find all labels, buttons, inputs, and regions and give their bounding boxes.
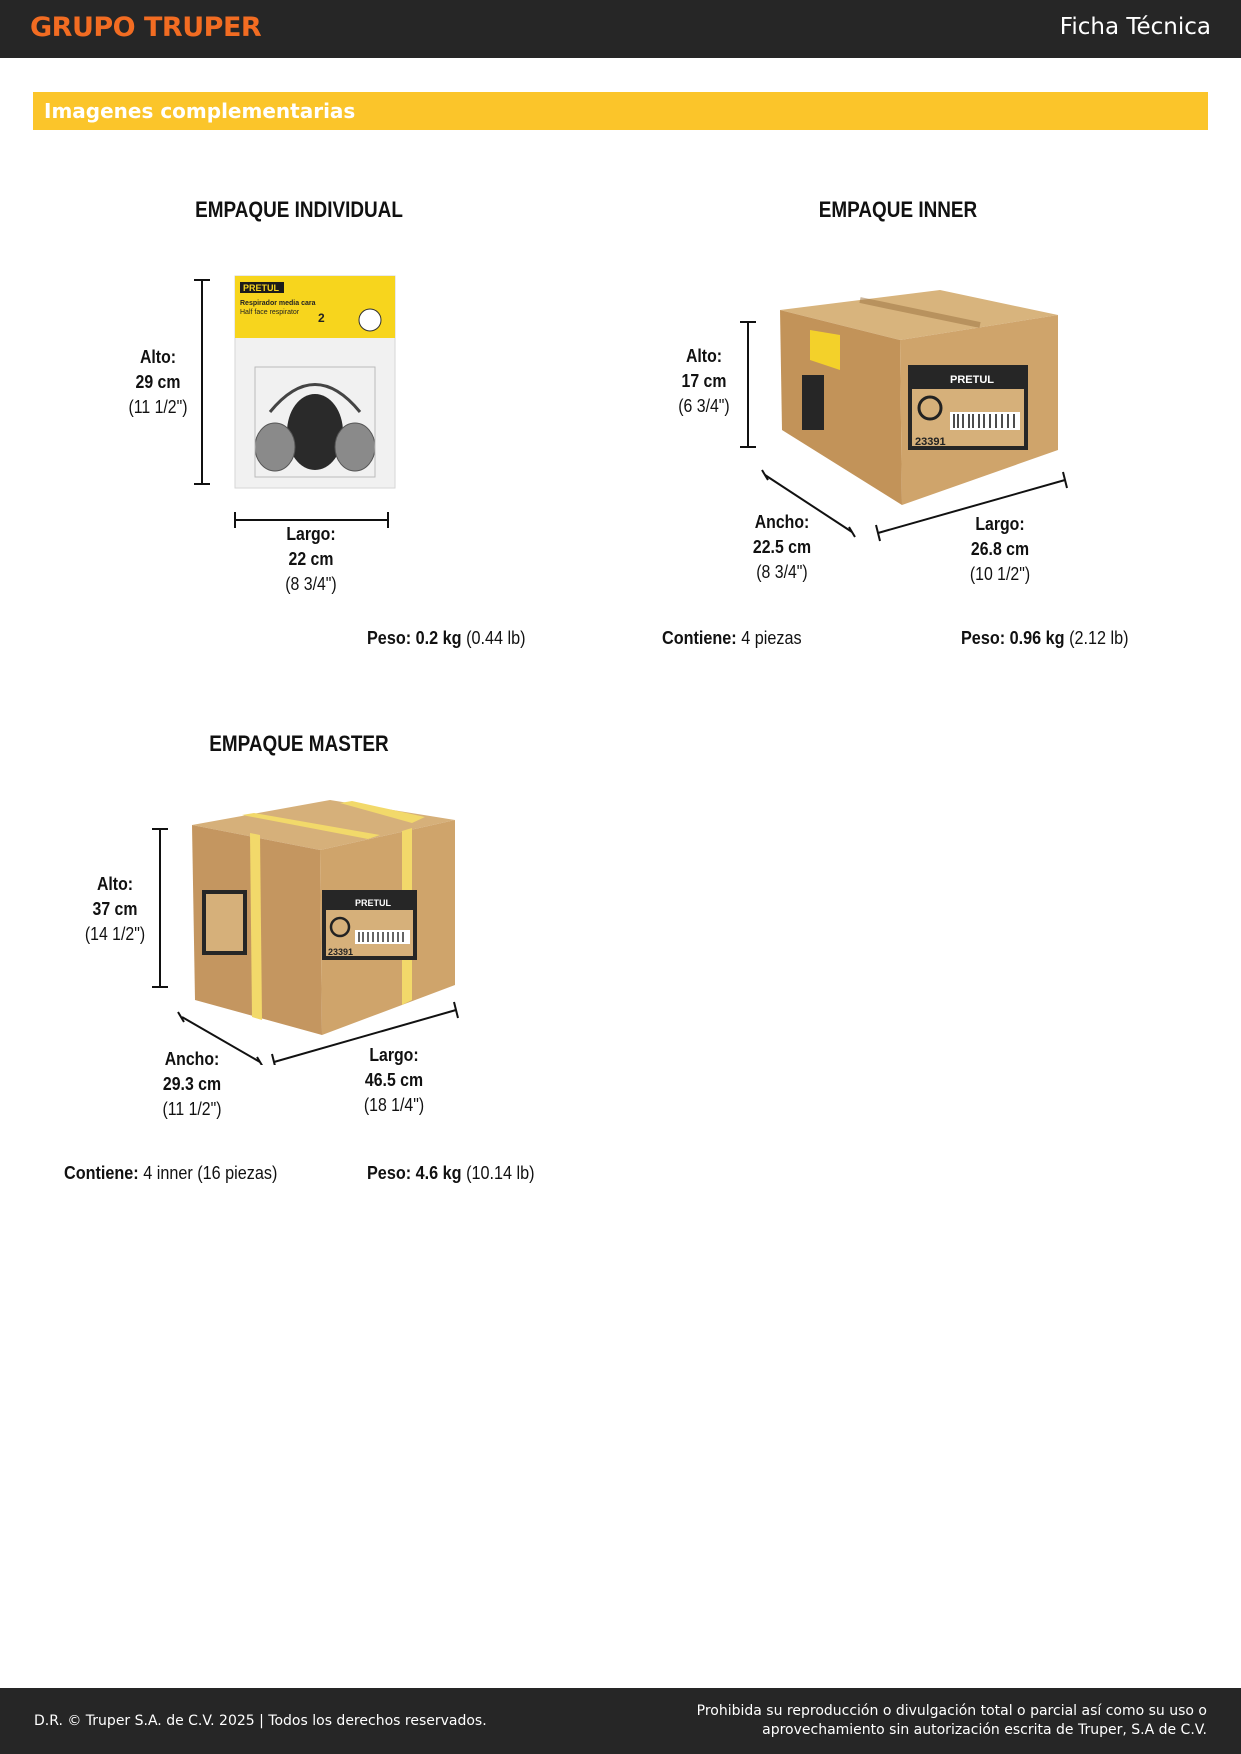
- page-header: [0, 0, 1241, 58]
- inner-largo: Largo: 26.8 cm (10 1/2"): [969, 514, 1031, 584]
- inner-title: EMPAQUE INNER: [818, 197, 978, 222]
- master-contiene: Contiene: 4 inner (16 piezas): [64, 1163, 278, 1183]
- svg-text:PRETUL: PRETUL: [950, 374, 994, 386]
- section-header: [33, 92, 1208, 130]
- inner-peso: Peso: 0.96 kg (2.12 lb): [961, 628, 1129, 648]
- master-peso: Peso: 4.6 kg (10.14 lb): [367, 1163, 535, 1183]
- master-alto: Alto: 37 cm (14 1/2"): [84, 874, 146, 944]
- copyright-text: D.R. © Truper S.A. de C.V. 2025 | Todos los derechos reservados.: [34, 1713, 487, 1729]
- svg-text:Half face respirator: Half face respirator: [240, 309, 300, 316]
- individual-title: EMPAQUE INDIVIDUAL: [195, 197, 403, 222]
- pack-brand-text: PRETUL: [243, 283, 279, 293]
- svg-text:23391: 23391: [915, 436, 946, 448]
- legal-notice: Prohibida su reproducción o divulgación total o parcial así como su uso o aprovechamiento sin autorización escrita de Truper, S.A de C.V.: [696, 1703, 1207, 1738]
- individual-alto: Alto: 29 cm (11 1/2"): [128, 347, 188, 417]
- master-title: EMPAQUE MASTER: [209, 731, 389, 756]
- brand-logo: GRUPO TRUPER: [30, 12, 262, 43]
- inner-ancho: Ancho: 22.5 cm (8 3/4"): [752, 512, 812, 582]
- inner-alto: Alto: 17 cm (6 3/4"): [678, 346, 730, 416]
- master-box-image: [150, 795, 470, 1065]
- document-type: Ficha Técnica: [1059, 14, 1211, 40]
- master-ancho: Ancho: 29.3 cm (11 1/2"): [162, 1049, 222, 1119]
- section-title: Imagenes complementarias: [44, 99, 356, 123]
- master-largo: Largo: 46.5 cm (18 1/4"): [363, 1045, 425, 1115]
- inner-contiene: Contiene: 4 piezas: [662, 628, 802, 648]
- svg-text:2: 2: [318, 311, 325, 325]
- svg-text:23391: 23391: [328, 947, 354, 957]
- page-footer: [0, 1688, 1241, 1754]
- svg-text:PRETUL: PRETUL: [355, 898, 391, 908]
- svg-text:Respirador media cara: Respirador media cara: [240, 300, 316, 307]
- individual-peso: Peso: 0.2 kg (0.44 lb): [367, 628, 526, 648]
- individual-package-image: [180, 262, 420, 532]
- individual-largo: Largo: 22 cm (8 3/4"): [285, 524, 337, 594]
